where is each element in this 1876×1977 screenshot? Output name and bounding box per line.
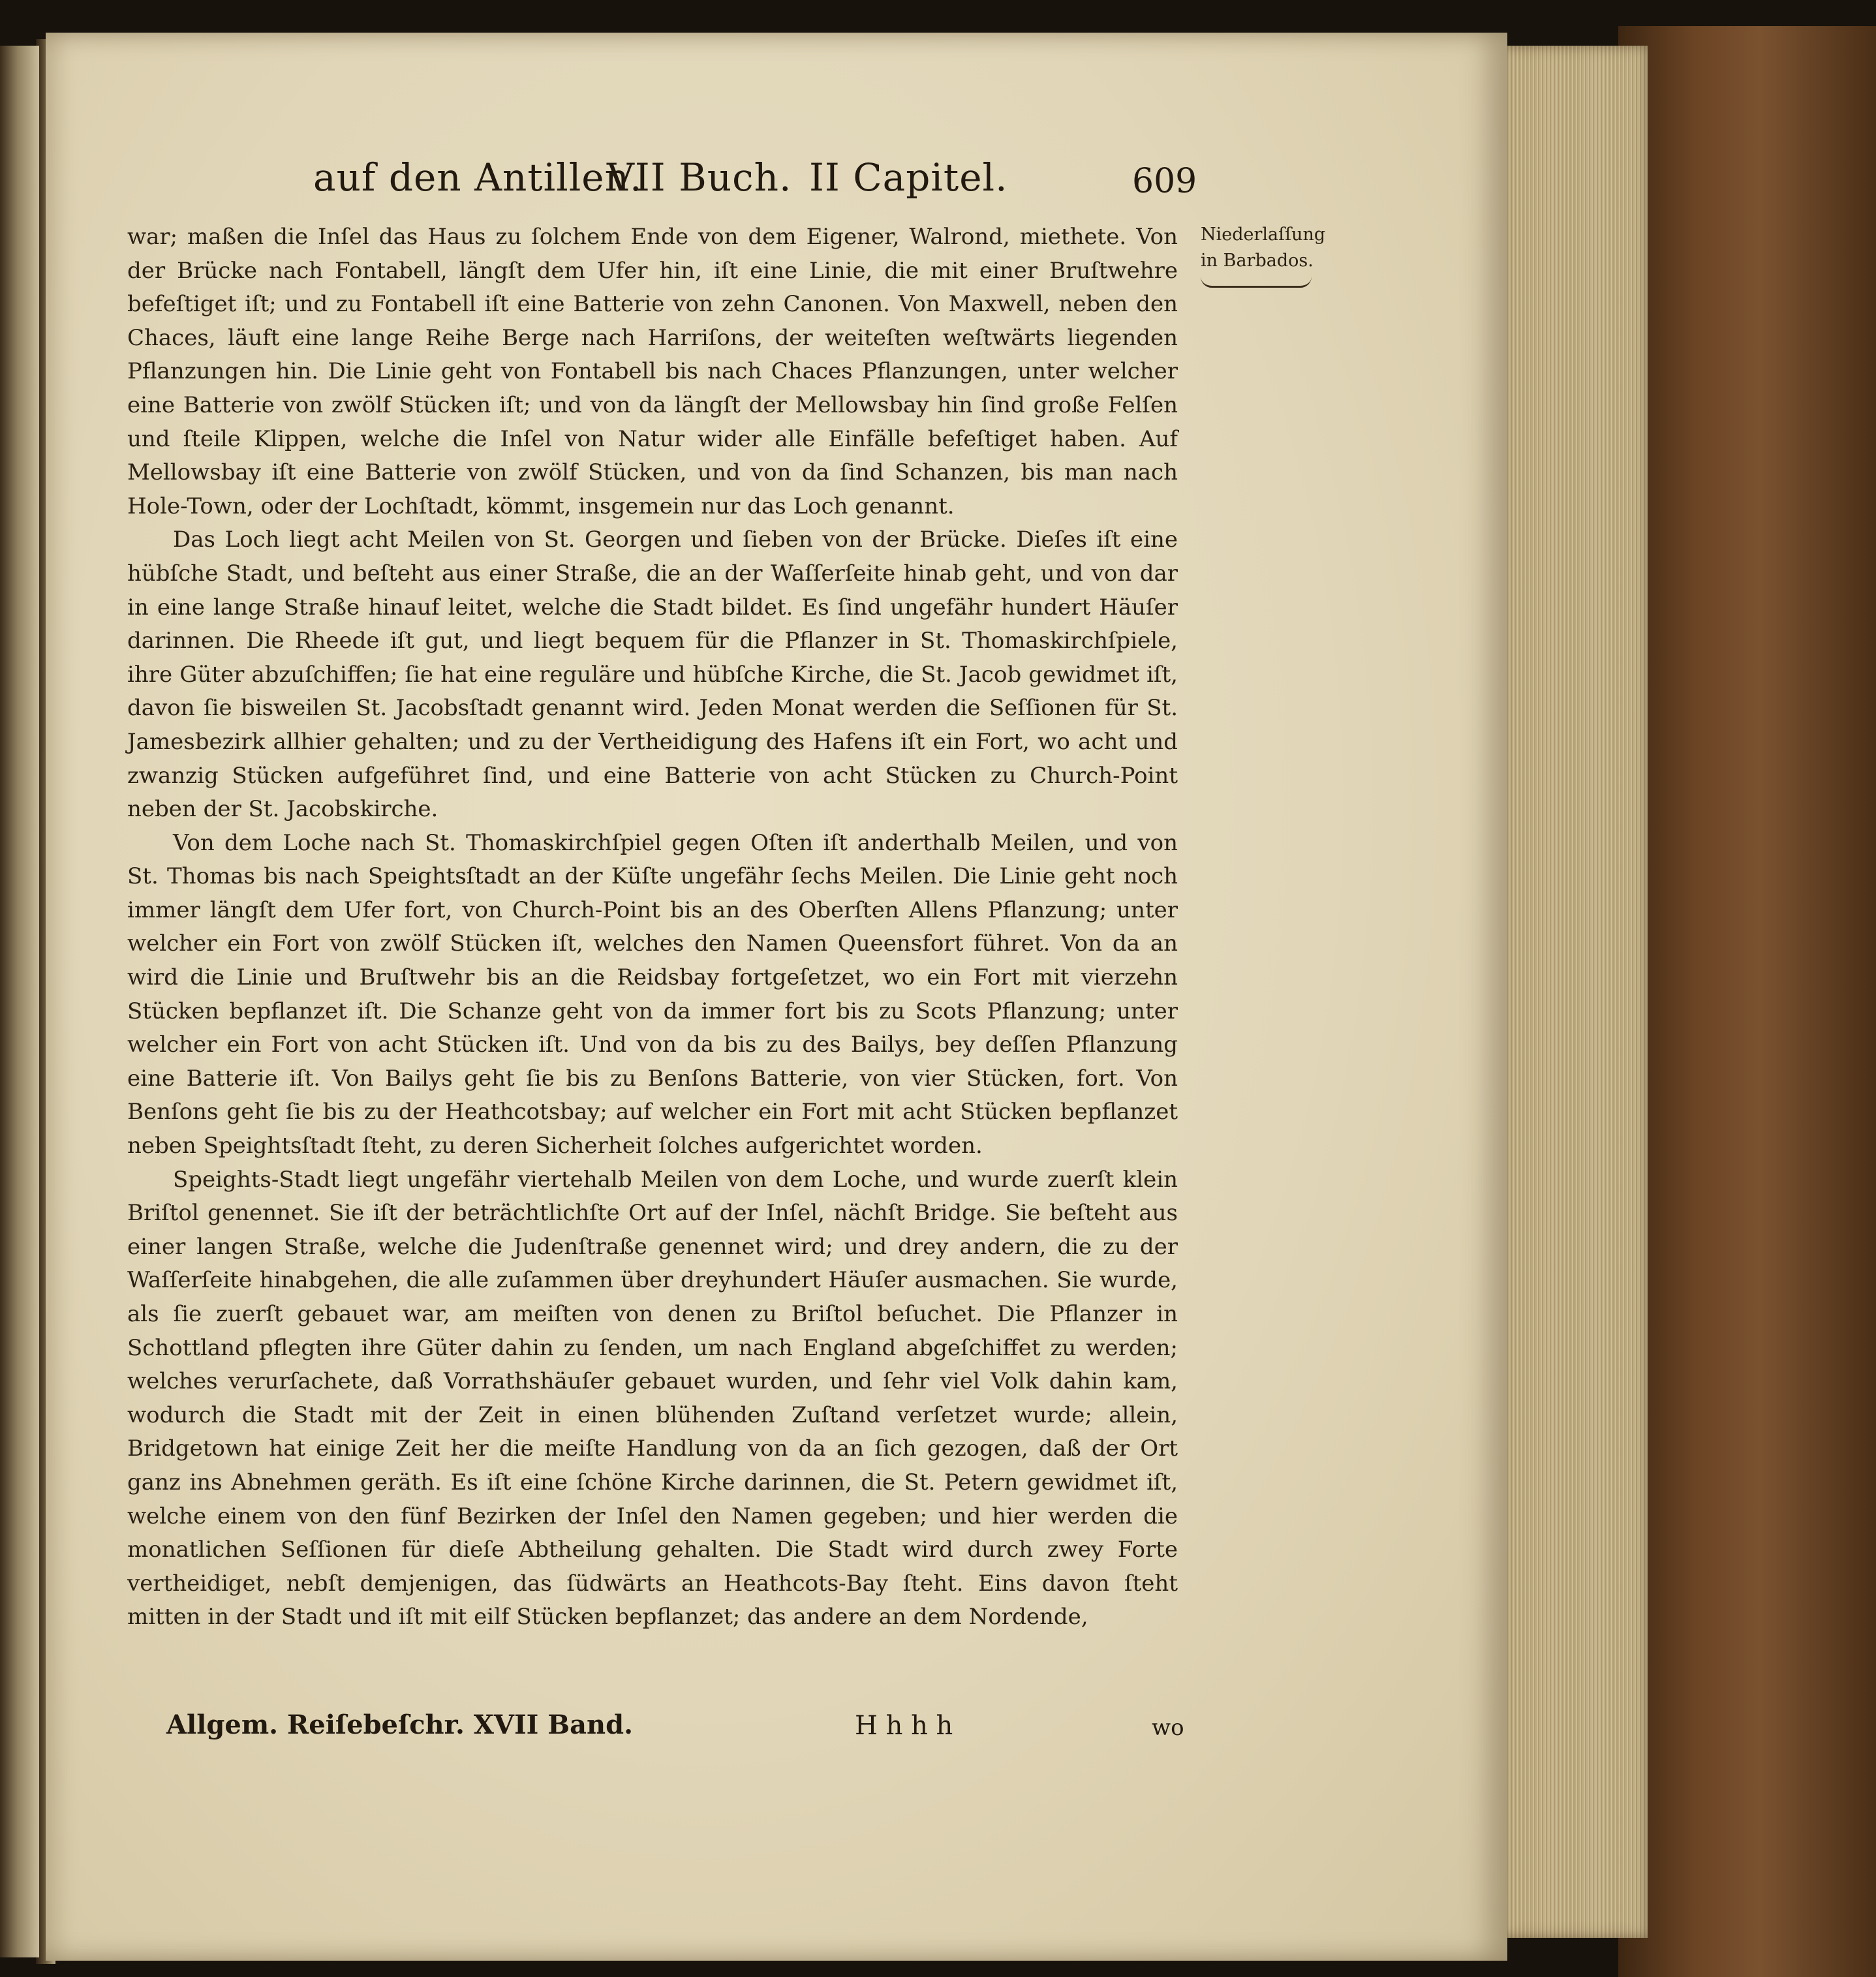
book-cover (1618, 26, 1876, 1977)
page-number: 609 (1132, 162, 1197, 201)
footer-running-title: Allgem. Reiſebeſchr. XVII Band. (166, 1709, 633, 1740)
running-header (313, 155, 1194, 214)
left-page-edge (0, 46, 39, 1957)
signature-mark: H h h h (855, 1711, 953, 1741)
catchword: wo (1152, 1715, 1184, 1741)
paragraph: Von dem Loche nach St. Thomaskirchſpiel gegen Oſten iſt anderthalb Meilen, und von St. Thomas bis nach Speightsſtadt an der Küſte ungefähr ſechs Meilen. Die Linie geht noch immer längſt dem Ufer fort, von Church-Point bis an des Oberſten Allens Pflanzung; unter welcher ein Fort von zwölf Stücken iſt, welches den Namen Queensfort führet. Von da an wird die Linie und Bruſtwehr bis an die Reidsbay fortgeſetzet, wo ein Fort mit vierzehn Stücken bepflanzet iſt. Die Schanze geht von da immer fort bis zu Scots Pflanzung; unter welcher ein Fort von acht Stücken iſt. Und von da bis zu des Bailys, bey deſſen Pflanzung eine Batterie iſt. Von Bailys geht ſie bis zu Benſons Batterie, von vier Stücken, fort. Von Benſons geht ſie bis zu der Heathcotsbay; auf welcher ein Fort mit acht Stücken bepflanzet neben Speightsſtadt ſteht, zu deren Sicherheit ſolches aufgerichtet worden. (127, 829, 1178, 1159)
marginal-note (1201, 222, 1326, 288)
header-chapter-place: auf den Antillen. (313, 155, 643, 200)
paragraph: Speights-Stadt liegt ungefähr viertehalb Meilen von dem Loche, und wurde zuerſt klein Briſtol genennet. Sie iſt der beträchtlichſte Ort auf der Inſel, nächſt Bridge. Sie beſteht aus einer langen Straße, welche die Judenſtraße genennet wird; und drey andern, die zu der Waſſerſeite hinabgehen, die alle zuſammen über dreyhundert Häuſer ausmachen. Sie wurde, als ſie zuerſt gebauet war, am meiſten von denen zu Briſtol beſuchet. Die Pflanzer in Schottland pflegten ihre Güter dahin zu ſenden, um nach England abgeſchiffet zu werden; welches verurſachete, daß Vorrathshäuſer gebauet wurden, und ſehr viel Volk dahin kam, wodurch die Stadt mit der Zeit in einen blühenden Zuſtand verſetzet wurde; allein, Bridgetown hat einige Zeit her die meiſte Handlung von da an ſich gezogen, daß der Ort ganz ins Abnehmen geräth. Es iſt eine ſchöne Kirche darinnen, die St. Petern gewidmet iſt, welche einem von den fünf Bezirken der Inſel den Namen gegeben; und hier werden die monatlichen Seſſionen für dieſe Abtheilung gehalten. Die Stadt wird durch zwey Forte vertheidiget, nebſt demjenigen, das ſüdwärts an Heathcots-Bay ſteht. Eins davon ſteht mitten in der Stadt und iſt mit eilf Stücken bepflanzet; das andere an dem Nordende, (127, 1166, 1178, 1631)
marginal-brace (1201, 277, 1312, 288)
header-chapter: II Capitel. (809, 155, 1008, 200)
marginal-note-text: Niederlaſſung in Barbados. (1201, 224, 1326, 271)
header-book: VII Buch. (607, 155, 792, 200)
body-text (127, 221, 1178, 1634)
paragraph: Das Loch liegt acht Meilen von St. Georgen und ſieben von der Brücke. Dieſes iſt eine hübſche Stadt, und beſteht aus einer Straße, die an der Waſſerſeite hinab geht, und von dar in eine lange Straße hinauf leitet, welche die Stadt bildet. Es ſind ungefähr hundert Häuſer darinnen. Die Rheede iſt gut, und liegt bequem für die Pflanzer in St. Thomaskirchſpiele, ihre Güter abzuſchiffen; ſie hat eine reguläre und hübſche Kirche, die St. Jacob gewidmet iſt, davon ſie bisweilen St. Jacobsſtadt genannt wird. Jeden Monat werden die Seſſionen für St. Jamesbezirk allhier gehalten; und zu der Vertheidigung des Hafens iſt ein Fort, wo acht und zwanzig Stücken aufgeführet ſind, und eine Batterie von acht Stücken zu Church-Point neben der St. Jacobskirche. (127, 527, 1178, 823)
page-edges (1501, 46, 1648, 1938)
paragraph: war; maßen die Inſel das Haus zu ſolchem Ende von dem Eigener, Walrond, miethete. Von der Brücke nach Fontabell, längſt dem Ufer hin, iſt eine Linie, die mit einer Bruſtwehre befeſtiget iſt; und zu Fontabell iſt eine Batterie von zehn Canonen. Von Maxwell, neben den Chaces, läuft eine lange Reihe Berge nach Harriſons, der weiteſten weſtwärts liegenden Pflanzungen hin. Die Linie geht von Fontabell bis nach Chaces Pflanzungen, unter welcher eine Batterie von zwölf Stücken iſt; und von da längſt der Mellowsbay hin ſind große Felſen und ſteile Klippen, welche die Inſel von Natur wider alle Einfälle befeſtiget haben. Auf Mellowsbay iſt eine Batterie von zwölf Stücken, und von da ſind Schanzen, bis man nach Hole-Town, oder der Lochſtadt, kömmt, insgemein nur das Loch genannt. (127, 224, 1178, 519)
